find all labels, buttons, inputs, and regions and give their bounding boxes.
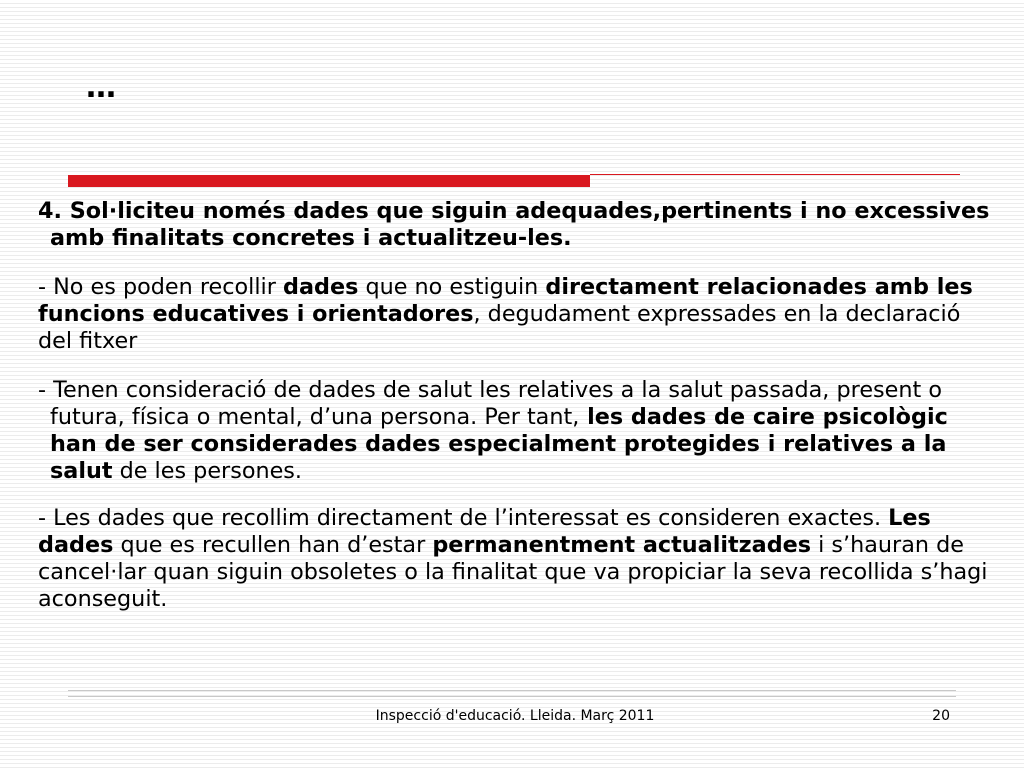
- paragraph-text: - Les dades que recollim directament de l’interessat es consideren exactes.: [38, 505, 889, 531]
- paragraph-health-data: [38, 377, 998, 485]
- paragraph-text: que es recullen han d’estar: [113, 532, 433, 558]
- paragraph-accuracy: [38, 505, 998, 613]
- title-accent-line: [590, 174, 960, 175]
- slide-body: [38, 198, 998, 613]
- paragraph-text: que no estiguin: [358, 274, 546, 300]
- paragraph-collection: [38, 274, 998, 355]
- paragraph-text: , degudament expressades en la declaració del fitxer: [38, 301, 961, 354]
- paragraph-text: - Tenen consideració de dades de salut les relatives a la salut passada, present o futura, física o mental, d’una persona. Per tant,: [38, 377, 942, 430]
- paragraph-bold-text: dades: [282, 274, 359, 300]
- footer-divider: [68, 696, 956, 697]
- paragraph-bold-text: Les dades: [38, 505, 931, 558]
- page-number: 20: [932, 708, 950, 724]
- footer-divider: [68, 690, 956, 691]
- paragraph-text: i s’hauran de cancel·lar quan siguin obsoletes o la finalitat que va propiciar la seva recollida s’hagi aconseguit.: [38, 532, 988, 612]
- title-accent-bar: [68, 175, 590, 187]
- footer-text: Inspecció d'educació. Lleida. Març 2011: [375, 708, 655, 724]
- slide-title: …: [86, 70, 117, 105]
- paragraph-bold-text: permanentment actualitzades: [432, 532, 812, 558]
- paragraph-text: - No es poden recollir: [38, 274, 283, 300]
- paragraph-bold-text: directament relacionades amb les funcions educatives i orientadores: [38, 274, 973, 327]
- paragraph-text: de les persones.: [112, 458, 303, 484]
- principle-heading: 4. Sol·liciteu només dades que siguin adequades,pertinents i no excessives amb finalitats concretes i actualitzeu-les.: [38, 198, 990, 251]
- paragraph-bold-text: les dades de caire psicològic han de ser considerades dades especialment protegides i relatives a la salut: [50, 404, 948, 484]
